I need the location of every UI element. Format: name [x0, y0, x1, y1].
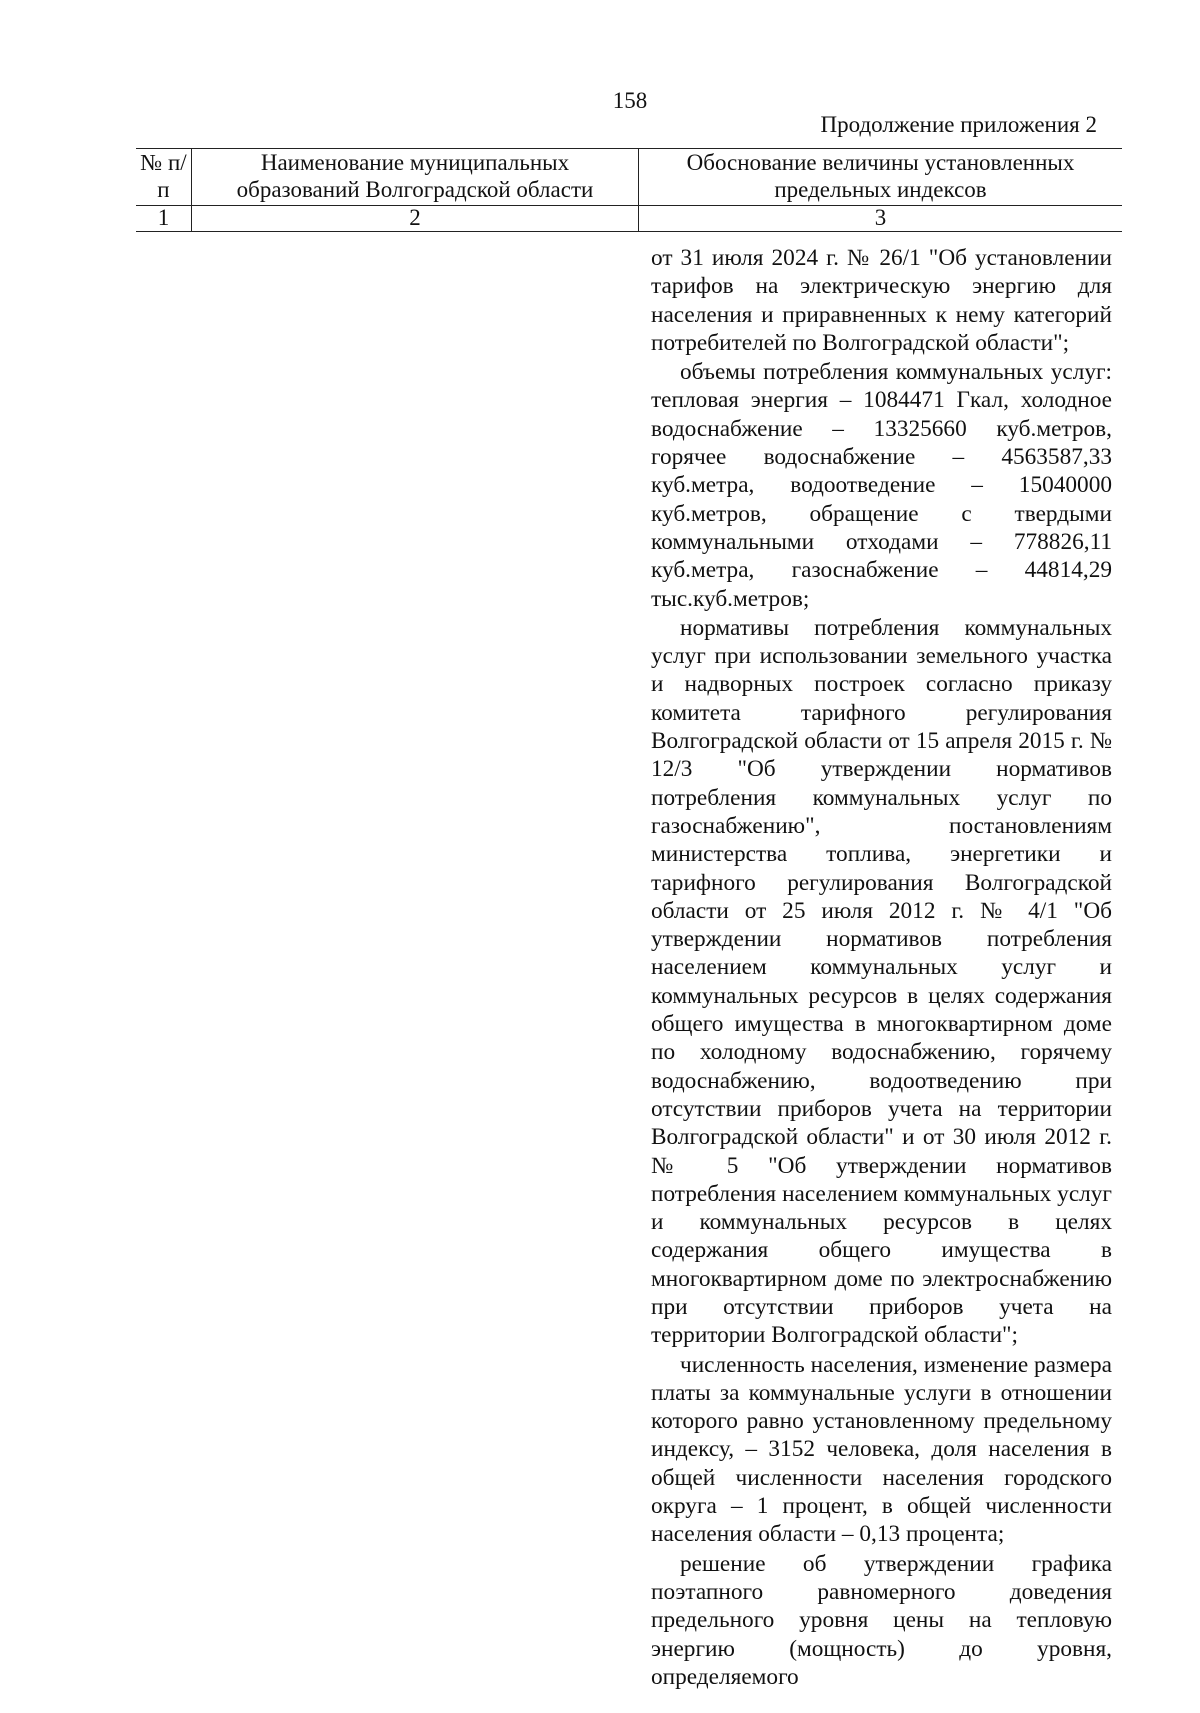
- column-number-3: 3: [639, 206, 1122, 232]
- column-header-number: [136, 149, 191, 206]
- table-header-row: [136, 149, 1122, 206]
- column-header-justification-text: Обоснование величины установленных предельных индексов: [686, 150, 1075, 202]
- appendix-continuation-note: Продолжение приложения 2: [820, 112, 1097, 137]
- paragraph-consumption-norms: нормативы потребления коммунальных услуг при использовании земельного участка и надворных построек согласно приказу комитета тарифного регулирования Волгоградской области от 15 апреля 2015 г. № 12/3 "Об утверждении нормативов потребления коммунальных услуг по газоснабжению", постановлениям министерства топлива, энергетики и тарифного регулирования Волгоградской области от 25 июля 2012 г. № 4/1 "Об утверждении нормативов потребления населением коммунальных услуг и коммунальных ресурсов в целях содержания общего имущества в многоквартирном доме по холодному водоснабжению, горячему водоснабжению, водоотведению при отсутствии приборов учета на территории Волгоградской области" и от 30 июля 2012 г. № 5 "Об утверждении нормативов потребления населением коммунальных услуг и коммунальных ресурсов в целях содержания общего имущества в многоквартирном доме по электроснабжению при отсутствии приборов учета на территории Волгоградской области";: [651, 614, 1112, 1349]
- column-number-2: 2: [191, 206, 638, 232]
- column-header-number-text: [136, 149, 191, 203]
- paragraph-consumption-volumes: объемы потребления коммунальных услуг: тепловая энергия – 1084471 Гкал, холодное водоснабжение – 13325660 куб.метров, горячее водоснабжение – 4563587,33 куб.метра, водоотведение – 15040000 куб.метров, обращение с твердыми коммунальными отходами – 778826,11 куб.метра, газоснабжение – 44814,29 тыс.куб.метров;: [651, 359, 1112, 612]
- page-number: 158: [612, 88, 648, 113]
- table-header: [136, 148, 1122, 232]
- paragraph-heat-price-decision: решение об утверждении графика поэтапного равномерного доведения предельного уровня цены на тепловую энергию (мощность) до уровня, определяемого: [651, 1550, 1112, 1690]
- table-column-numbers-row: [136, 206, 1122, 232]
- column-number-1: 1: [136, 206, 191, 232]
- justification-text-block: [651, 244, 1112, 1691]
- paragraph-tariff-order-continuation: от 31 июля 2024 г. № 26/1 "Об установлении тарифов на электрическую энергию для населения и приравненных к нему категорий потребителей по Волгоградской области";: [651, 245, 1112, 356]
- column-header-justification: [639, 149, 1122, 206]
- column-header-number-label: № п/п: [140, 150, 187, 202]
- column-header-municipality-text: Наименование муниципальных образований Волгоградской области: [236, 150, 594, 202]
- column-header-municipality: [191, 149, 638, 206]
- paragraph-population: численность населения, изменение размера платы за коммунальные услуги в отношении которого равно установленному предельному индексу, – 3152 человека, доля населения в общей численности населения городского округа – 1 процент, в общей численности населения области – 0,13 процента;: [651, 1351, 1112, 1548]
